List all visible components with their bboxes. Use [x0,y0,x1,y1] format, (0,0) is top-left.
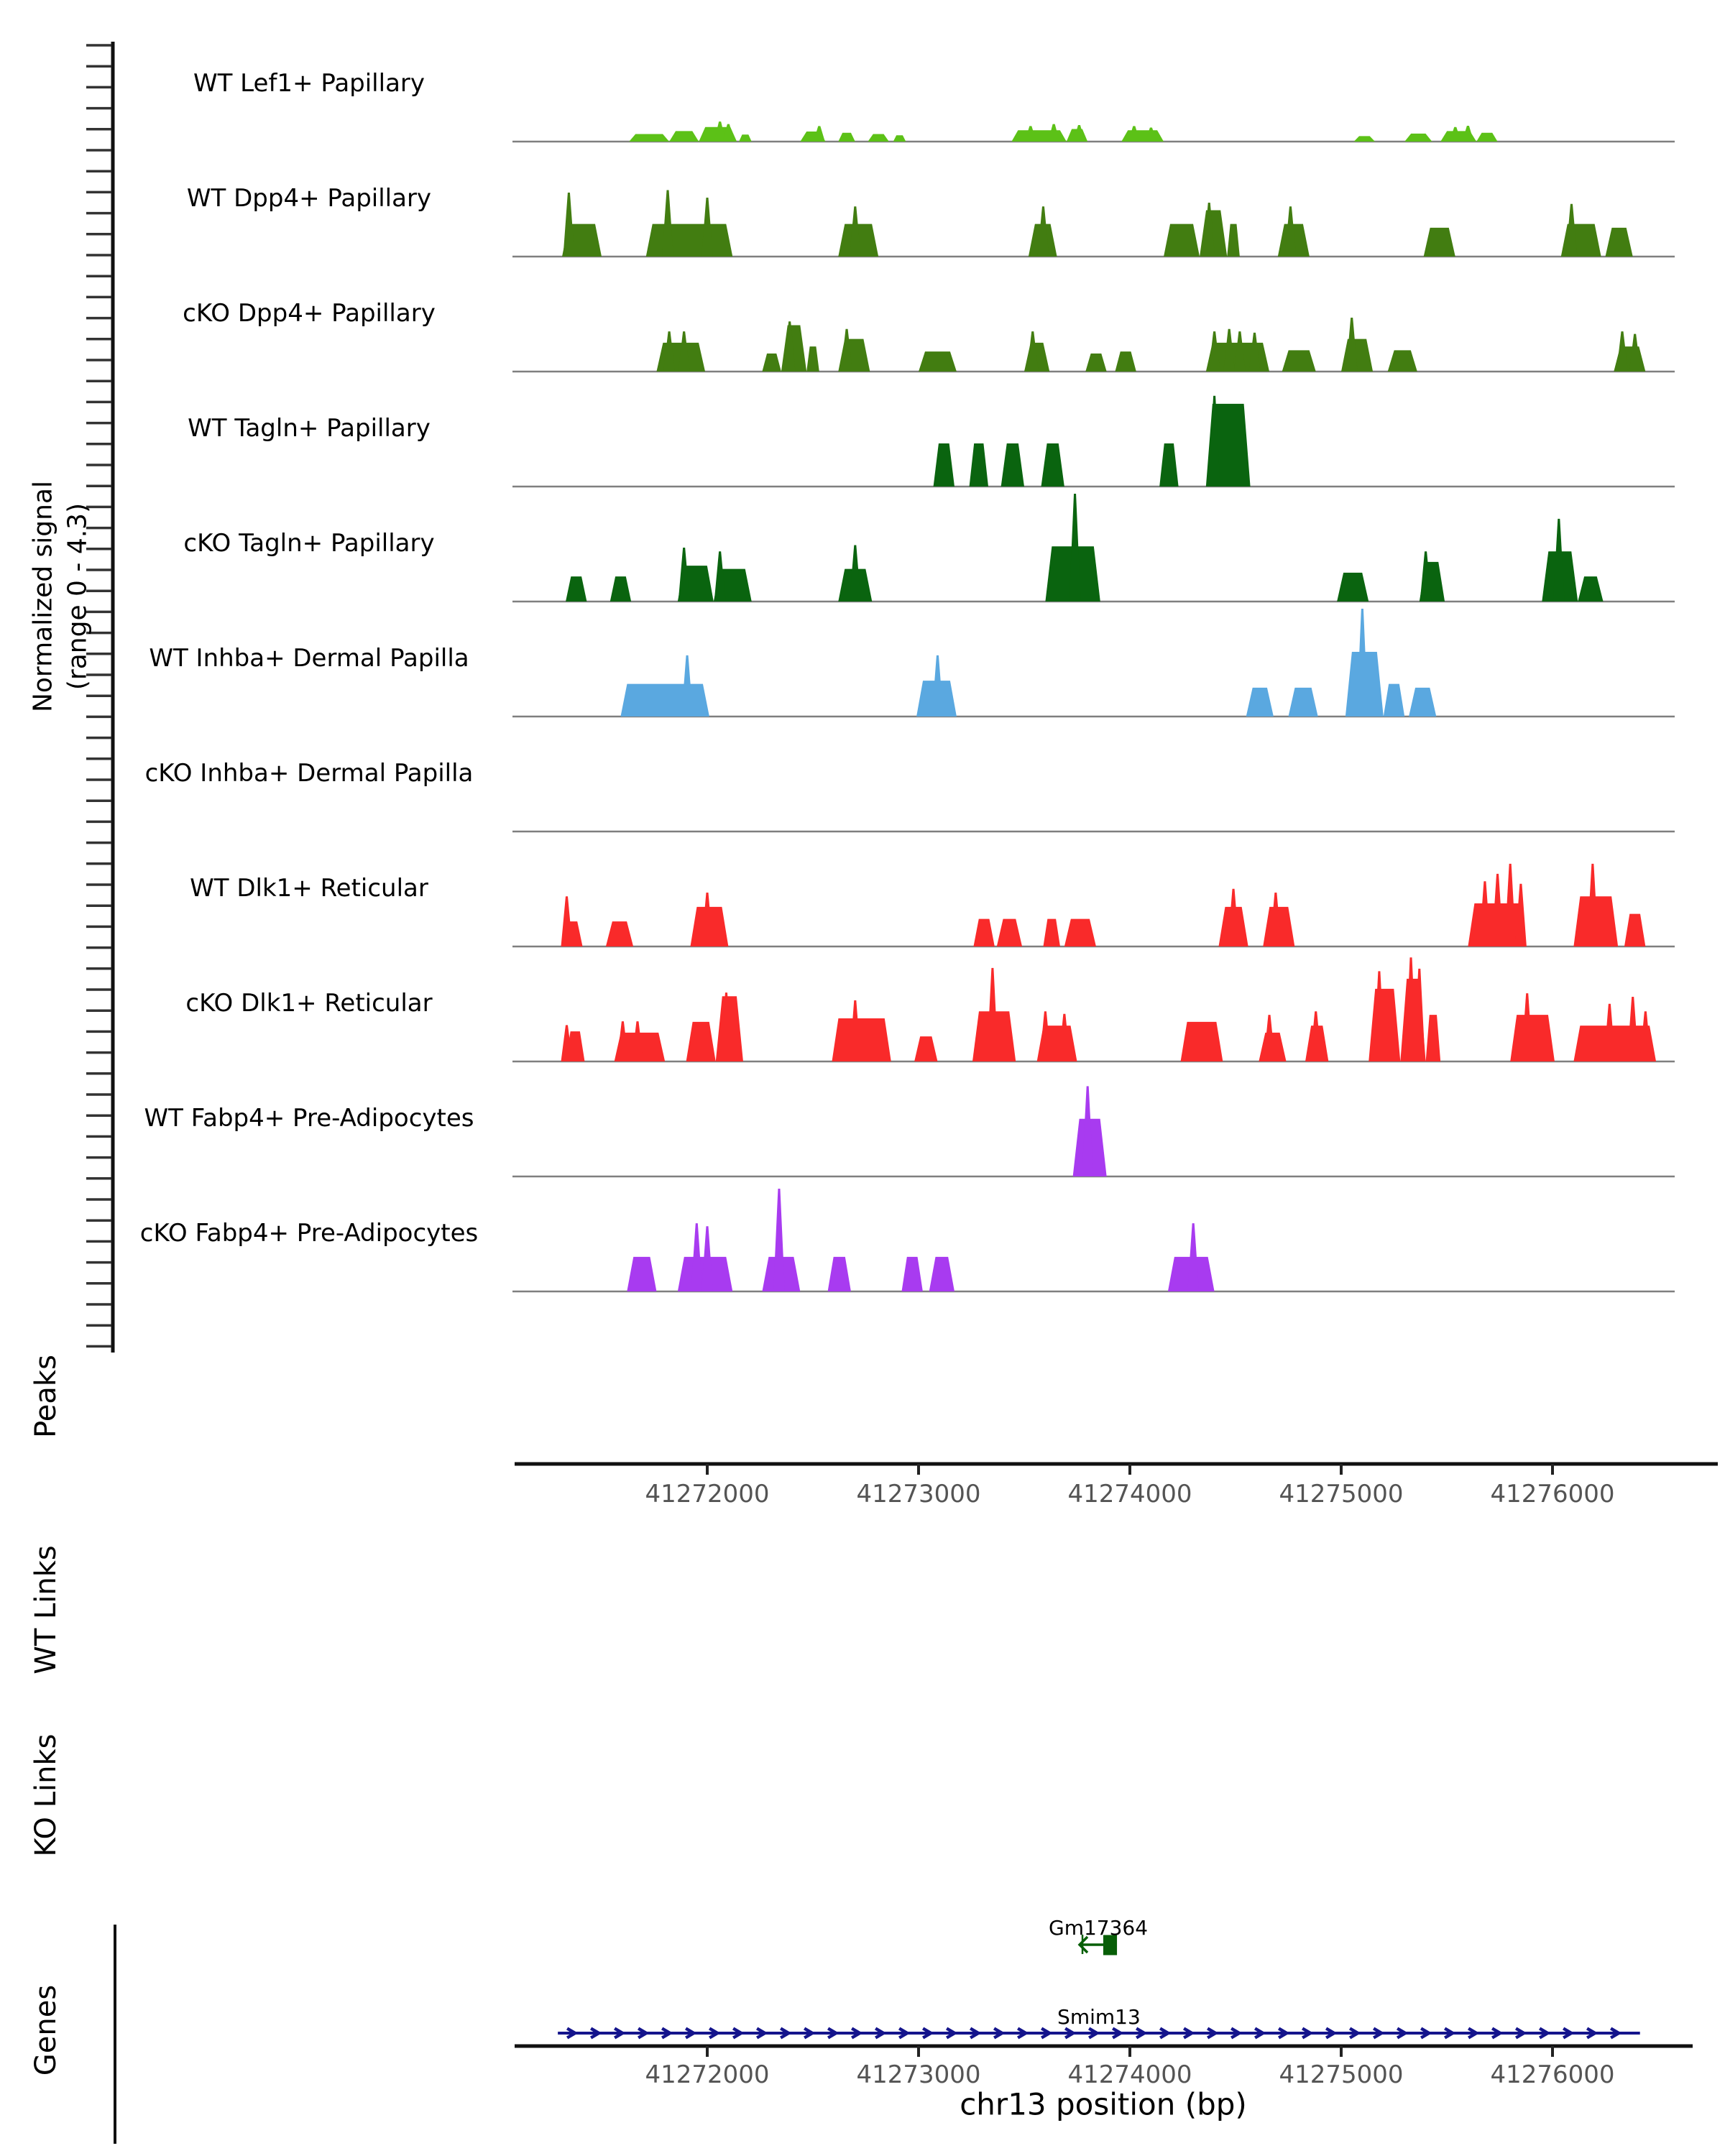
axis-tick-label: 41274000 [1067,1480,1192,1508]
signal-track [512,396,1675,487]
signal-peak [997,919,1022,946]
signal-peak [1384,684,1404,717]
signal-peak [610,576,631,602]
signal-peak [1578,576,1603,602]
axis-tick-label: 41275000 [1279,1480,1404,1508]
signal-peak [828,1257,851,1291]
signal-peak [762,354,781,372]
track-label: WT Inhba+ Dermal Papilla [149,644,469,673]
track-label: cKO Inhba+ Dermal Papilla [144,759,474,788]
gene-smim13 [558,2029,1640,2038]
axis-tick-label: 41276000 [1490,2060,1615,2089]
signal-peak [1041,443,1064,487]
signal-track [512,609,1675,717]
signal-peak [1409,688,1436,717]
signal-track [512,1189,1675,1291]
signal-peak [893,135,906,142]
gene-label-smim13: Smim13 [1057,2005,1141,2029]
track-label: cKO Dpp4+ Papillary [183,299,436,328]
signal-track [512,190,1675,257]
axis-tick-label: 41272000 [645,1480,770,1508]
signal-peak [1064,919,1096,946]
signal-peak [1181,1022,1223,1061]
track-label: WT Tagln+ Papillary [188,414,431,443]
signal-peak [1289,688,1318,717]
axis-tick-label: 41273000 [856,2060,981,2089]
section-label-wt-links: WT Links [29,1545,63,1674]
track-label: cKO Dlk1+ Reticular [185,989,433,1018]
signal-peak [627,1257,656,1291]
y-axis-label-line1: Normalized signal [28,480,58,713]
signal-peak [739,134,752,142]
signal-track [512,318,1675,372]
axis-tick-label: 41272000 [645,2060,770,2089]
signal-peak [686,1022,716,1061]
signal-peak [973,919,994,946]
signal-peak [1624,914,1645,946]
signal-peak [970,443,988,487]
track-label: WT Lef1+ Papillary [193,69,426,98]
signal-bracket [86,42,113,1353]
track-label: WT Fabp4+ Pre-Adipocytes [144,1104,474,1133]
track-label: WT Dpp4+ Papillary [186,184,432,213]
signal-peak [914,1036,937,1061]
signal-peak [1164,224,1200,257]
axis-tick-label: 41274000 [1067,2060,1192,2089]
signal-peak [1476,133,1497,142]
signal-peak [629,134,669,142]
genes-axis [515,2046,1693,2057]
signal-track [512,957,1675,1061]
signal-peak [1424,228,1455,257]
signal-peak [606,921,633,946]
section-label-genes: Genes [29,1984,63,2076]
signal-track [512,494,1675,602]
x-axis-title: chr13 position (bp) [960,2086,1247,2122]
signal-peak [919,351,957,372]
axis-tick-label: 41275000 [1279,2060,1404,2089]
signal-peak [1368,989,1400,1061]
axis-tick-label: 41273000 [856,1480,981,1508]
signal-peak [934,443,954,487]
signal-peak [1354,136,1375,142]
signal-track [512,1086,1675,1176]
signal-peak [806,346,819,372]
signal-peak [1227,224,1240,257]
signal-peak [832,1018,891,1061]
signal-peak [1115,351,1136,372]
signal-peak [901,1257,922,1291]
signal-peak [868,134,888,142]
signal-peak [1246,688,1274,717]
signal-peak [1426,1015,1441,1061]
signal-peak [1043,919,1060,946]
signal-peak [1606,228,1633,257]
gene-label-gm17364: Gm17364 [1049,1916,1149,1940]
signal-peak [1085,354,1106,372]
signal-peak [646,224,733,257]
signal-peak [1510,1015,1555,1061]
signal-peak [669,131,699,142]
signal-peak [1337,573,1368,602]
axis-tick-label: 41276000 [1490,1480,1615,1508]
signal-spike [773,1189,785,1291]
y-axis-label-line2: (range 0 - 4.3) [63,502,93,691]
section-label-peaks: Peaks [29,1355,63,1438]
signal-spike [662,190,673,257]
signal-track [512,864,1675,946]
signal-track [512,121,1675,142]
track-label: cKO Fabp4+ Pre-Adipocytes [139,1219,479,1248]
signal-peak [620,684,709,717]
track-label: cKO Tagln+ Papillary [183,529,435,558]
signal-peak [838,133,855,142]
peaks-axis [515,1464,1718,1475]
signal-peak [566,576,586,602]
section-label-ko-links: KO Links [29,1733,63,1857]
signal-peak [1404,134,1432,142]
signal-peak [1388,350,1417,372]
track-label: WT Dlk1+ Reticular [190,874,428,903]
signal-peak [1282,350,1316,372]
signal-peak [1121,130,1164,142]
signal-peak [1001,443,1024,487]
signal-peak [1159,443,1178,487]
signal-peak [929,1257,954,1291]
